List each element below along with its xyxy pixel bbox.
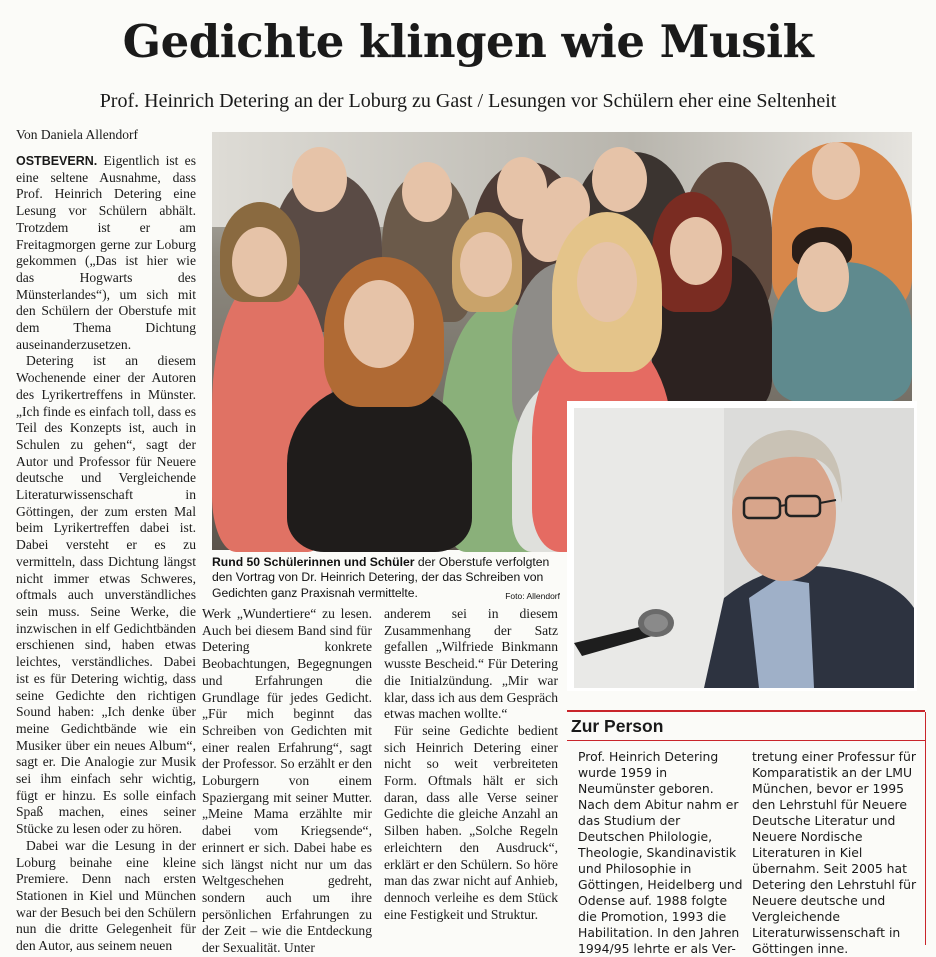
article-column-3 (384, 606, 558, 945)
paragraph: Dabei war die Lesung in der Loburg beinahe eine kleine Premiere. Denn nach ersten Stationen in Kiel und München war der Besuch bei den Schülern nun die dritte Gelegenheit für den Autor, aus seinem neuen (16, 837, 196, 954)
paragraph-text: Eigentlich ist es eine seltene Ausnahme, dass Prof. Heinrich Detering eine Lesung vor Schülern abhält. Trotzdem ist er am Freitagmorgen gerne zur Loburg gekommen („Das ist hier wie das Hogwarts des Münsterlandes“), um sich mit den Schülern der Oberstufe mit dem Thema Dichtung auseinanderzusetzen. (16, 153, 196, 352)
paragraph (16, 153, 196, 353)
inset-photo-speaker (572, 406, 912, 686)
photo-caption (212, 555, 560, 604)
person-box-top-rule (567, 710, 925, 712)
article-column-1 (16, 153, 196, 954)
article-column-2 (202, 606, 372, 956)
dateline: OSTBEVERN. (16, 154, 98, 168)
person-box-column-1: Prof. Heinrich Detering wurde 1959 in Neumünster geboren. Nach dem Abitur nahm er das Studium der Deutschen Philologie, Theologie, Skandinavistik und Philosophie in Göttingen, Heidelberg und Odense auf. 1988 folgte die Promotion, 1993 die Habilitation. In den Jahren 1994/95 lehrte er als Ver- (578, 749, 743, 956)
paragraph: Detering ist an diesem Wochenende einer der Autoren des Lyrikertreffens in Münster. „Ich finde es einfach toll, dass es Teil des Konzepts ist, auch in Schulen zu gehen“, sagt der Autor und Professor für Neuere deutsche und Vergleichende Literaturwissenschaft in Göttingen, der zum ersten Mal beim Lyrikertreffen dabei ist. Dabei versteht er es zu vermitteln, dass Dichtung längst nicht immer etwas Schweres, oftmals auch unverständliches sein muss. Seine Werke, die inzwischen in elf Gedichtbänden erschienen sind, haben etwas leichtes, verständliches. Dabei ist es für Detering wichtig, dass seine Gedichte den richtigen Sound haben: „Ich denke über meine Gedichtbände wie ein Musiker über ein neues Album“, sagt er. Die Analogie zur Musik sei ihm einfach sehr wichtig, fügt er hinzu. Es solle einfach Spaß machen, eines seiner Stücke zu lesen oder zu hören. (16, 353, 196, 837)
person-box-title: Zur Person (571, 716, 664, 736)
paragraph: anderem sei in diesem Zusammenhang der Satz gefallen „Wilfriede Binkmann wusste Bescheid.“ Für Detering die Initialzündung. „Mir war klar, dass ich aus dem Gespräch etwas machen wollte.“ (384, 606, 558, 722)
byline: Von Daniela Allendorf (16, 127, 138, 142)
paragraph: Werk „Wundertiere“ zu lesen. Auch bei diesem Band sind für Detering konkrete Beobachtungen, Begegnungen und Erfahrungen die Grundlage für jedes Gedicht. „Für mich beginnt das Schreiben von Gedichten mit einer realen Erfahrung“, sagt der Professor. So erzählt er den Loburgern von einem Spaziergang mit seiner Mutter. „Meine Mama erzählte mir dabei vom Kriegsende“, erinnert er sich. Dabei habe es sich längst nicht nur um das Weltgeschehen gedreht, sondern auch um ihre persönlichen Erfahrungen zu der Zeit – wie die Entdeckung der Sexualität. Unter (202, 606, 372, 956)
caption-lead: Rund 50 Schülerinnen und Schüler (212, 555, 415, 569)
photo-credit: Foto: Allendorf (505, 590, 560, 601)
paragraph: Für seine Gedichte bedient sich Heinrich Detering einer nicht so weit verbreiteten Form. Oftmals hält er sich daran, dass alle Verse seiner Gedichte die gleiche Anzahl an Silben haben. „Solche Regeln erleichtern den Ausdruck“, erklärt er den Schülern. So höre man das zwar nicht auf Anhieb, dennoch verleihe es dem Stück eine Festigkeit und Struktur. (384, 722, 558, 922)
headline: Gedichte klingen wie Musik (122, 15, 814, 68)
person-box-divider (567, 740, 925, 741)
person-box-column-2: tretung einer Professur für Komparatistik an der LMU München, bevor er 1995 den Lehrstuhl für Neuere Deutsche Literatur und Neuere Nordische Literaturen in Kiel übernahm. Seit 2005 hat Detering den Lehrstuhl für Neuere deutsche und Vergleichende Literaturwissenschaft in Göttingen inne. (752, 749, 917, 956)
caption-text: der Oberstufe verfolgten den Vortrag von Dr. Heinrich Detering, der das Schreiben von Gedichten ganz Praxisnah vermittelte. (212, 555, 550, 600)
subheadline: Prof. Heinrich Detering an der Loburg zu Gast / Lesungen vor Schülern eher eine Seltenheit (99, 90, 837, 112)
speaker-illustration (574, 408, 914, 688)
